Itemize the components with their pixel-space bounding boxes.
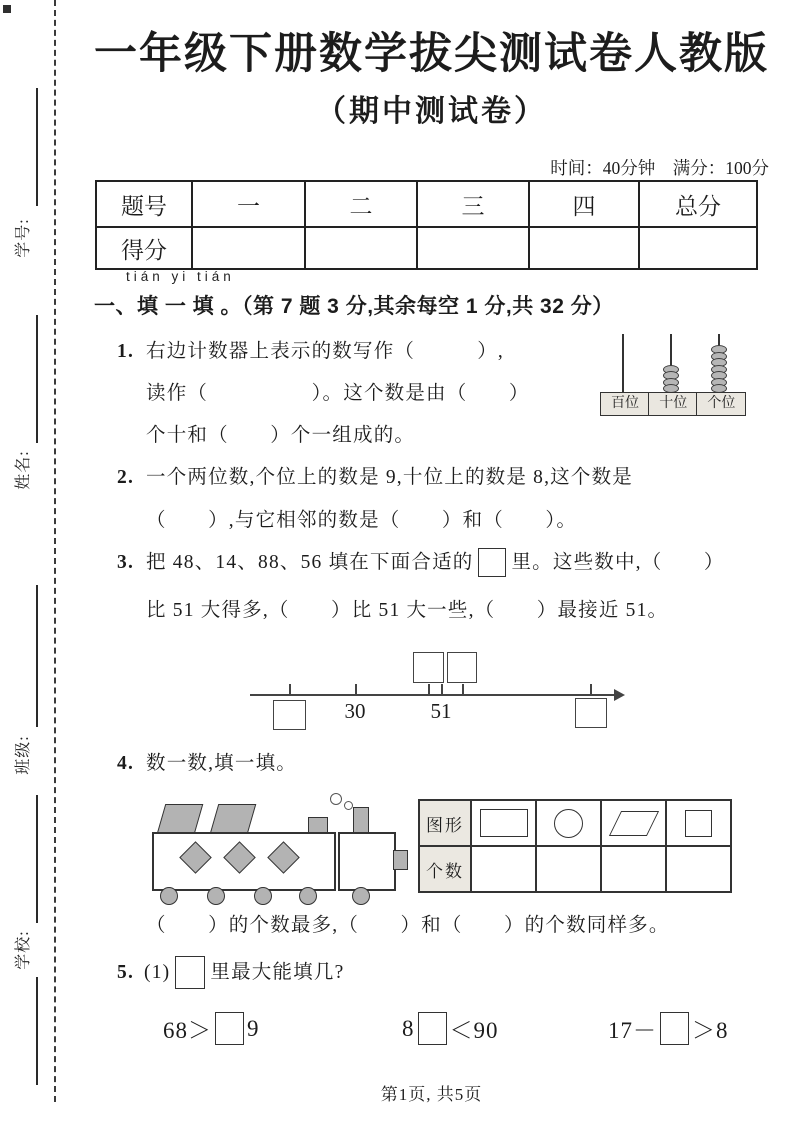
- answer-box-below-left: [273, 700, 306, 730]
- expression-3-post: ＞8: [692, 1018, 729, 1043]
- score-table: [95, 180, 758, 270]
- shape-cell-rectangle: [471, 800, 536, 846]
- expression-1: [163, 1012, 260, 1045]
- tick-mark: [462, 684, 464, 695]
- expression-3-pre: 17－: [608, 1018, 657, 1043]
- extra-writing-line: [36, 977, 38, 1085]
- abacus-beads-ones: [711, 348, 727, 394]
- rectangle-shape-icon: [480, 809, 528, 837]
- answer-box-below-right: [575, 698, 607, 728]
- q4-prompt: 数一数,填一填。: [146, 753, 297, 774]
- train-wheel-1: [160, 887, 178, 905]
- expression-2-post: ＜90: [449, 1018, 499, 1043]
- name-writing-line: [36, 315, 38, 443]
- shape-cell-parallelogram: [601, 800, 666, 846]
- q5-number: 5.: [117, 962, 135, 983]
- tick-mark: [590, 684, 592, 695]
- tick-mark-51: [441, 684, 443, 695]
- answer-box-above-2: [447, 652, 477, 683]
- place-label-ones: 个位: [696, 392, 746, 416]
- abacus-counter: [600, 334, 746, 418]
- school-writing-line: [36, 795, 38, 923]
- number-line-label-51: 51: [430, 699, 452, 723]
- abacus-rod-hundreds: [622, 334, 624, 392]
- score-header-one: 一: [192, 181, 305, 227]
- q2-number: 2.: [117, 467, 135, 488]
- expression-2-answer-box: [418, 1012, 447, 1045]
- place-label-tens: 十位: [648, 392, 698, 416]
- q4-number: 4.: [117, 753, 135, 774]
- train-wheel-5: [352, 887, 370, 905]
- page-footer: 第1页, 共5页: [380, 1085, 483, 1104]
- number-line-label-30: 30: [344, 699, 366, 723]
- q1-number: 1.: [117, 341, 135, 362]
- q1-line2: 读作（ ）。这个数是由（ ）: [146, 383, 530, 404]
- score-cell-empty: [417, 227, 529, 269]
- count-cell-empty: [471, 846, 536, 892]
- expression-2-pre: 8: [402, 1015, 415, 1041]
- abacus-beads-tens: [663, 367, 679, 393]
- q5-inline-answer-box: [175, 956, 205, 989]
- abacus-place-labels: [600, 392, 746, 416]
- expression-1-post: 9: [247, 1015, 260, 1041]
- margin-dashed-divider: [54, 0, 56, 1102]
- q3-number: 3.: [117, 552, 135, 573]
- shape-count-table: [418, 799, 732, 893]
- q3-line2: 比 51 大得多,（ ）比 51 大一些,（ ）最接近 51。: [146, 600, 669, 621]
- name-label: 姓名:: [15, 450, 32, 490]
- score-header-total: 总分: [639, 181, 757, 227]
- place-label-hundreds: 百位: [600, 392, 650, 416]
- q3-inline-answer-box: [478, 548, 506, 577]
- q1-line1: 右边计数器上表示的数写作（ ）,: [146, 341, 504, 362]
- tick-mark-30: [355, 684, 357, 695]
- score-cell-empty: [305, 227, 417, 269]
- score-cell-empty: [639, 227, 757, 269]
- train-wheel-4: [299, 887, 317, 905]
- count-cell-empty: [666, 846, 731, 892]
- parallelogram-shape-icon: [608, 811, 658, 836]
- q2-line2: （ ）,与它相邻的数是（ ）和（ ）。: [146, 510, 578, 531]
- paper-title: 一年级下册数学拔尖测试卷人教版: [94, 31, 769, 78]
- student-id-label: 学号:: [15, 218, 32, 258]
- train-wheel-2: [207, 887, 225, 905]
- shape-row-label: 图形: [419, 800, 471, 846]
- score-header-three: 三: [417, 181, 529, 227]
- number-line-axis: [250, 694, 616, 696]
- section-one-heading: 一、填 一 填 。（第 7 题 3 分,其余每空 1 分,共 32 分）: [94, 295, 614, 318]
- q2-line1: 一个两位数,个位上的数是 9,十位上的数是 8,这个数是: [146, 467, 633, 488]
- q5-prompt: 里最大能填几?: [210, 962, 345, 983]
- answer-box-above-1: [413, 652, 444, 683]
- score-header-two: 二: [305, 181, 417, 227]
- paper-subtitle: （期中测试卷）: [316, 95, 547, 128]
- student-id-writing-line: [36, 88, 38, 206]
- expression-3: [608, 1012, 729, 1045]
- count-cell-empty: [601, 846, 666, 892]
- score-row-label: 得分: [96, 227, 192, 269]
- class-label: 班级:: [15, 735, 32, 775]
- class-writing-line: [36, 585, 38, 727]
- school-label: 学校:: [15, 930, 32, 970]
- score-cell-empty: [529, 227, 639, 269]
- score-header-timu: 题号: [96, 181, 192, 227]
- q5-sub-number: (1): [144, 962, 171, 983]
- expression-3-answer-box: [660, 1012, 689, 1045]
- train-wheel-3: [254, 887, 272, 905]
- score-cell-empty: [192, 227, 305, 269]
- score-header-four: 四: [529, 181, 639, 227]
- pinyin-annotation: tián yi tián: [126, 269, 235, 284]
- q1-line3: 个十和（ ）个一组成的。: [146, 425, 416, 446]
- train-parallelogram-1: [157, 804, 204, 834]
- q3-line1: [117, 548, 725, 577]
- number-line-diagram: [250, 646, 635, 734]
- expression-2: [402, 1012, 499, 1045]
- time-and-score-info: 时间：40分钟 满分：100分: [550, 158, 769, 178]
- tick-mark: [428, 684, 430, 695]
- shape-cell-square: [666, 800, 731, 846]
- q4-answer-line: （ ）的个数最多,（ ）和（ ）的个数同样多。: [146, 915, 670, 936]
- tick-mark: [289, 684, 291, 695]
- expression-1-pre: 68＞: [163, 1018, 212, 1043]
- shape-train-illustration: [150, 790, 412, 905]
- train-parallelogram-2: [210, 804, 257, 834]
- smoke-circle-large: [330, 793, 342, 805]
- train-car-rectangle: [338, 832, 396, 891]
- count-cell-empty: [536, 846, 601, 892]
- count-row-label: 个数: [419, 846, 471, 892]
- q3-line1-pre: 把 48、14、88、56 填在下面合适的: [146, 552, 474, 573]
- q5-line: [117, 956, 344, 989]
- smoke-circle-small: [344, 801, 353, 810]
- q3-line1-post: 里。这些数中,（ ）: [511, 552, 725, 573]
- circle-shape-icon: [554, 809, 583, 838]
- number-line-arrowhead: [614, 689, 625, 701]
- square-shape-icon: [685, 810, 712, 837]
- train-chimney-rectangle: [353, 807, 369, 834]
- expression-1-answer-box: [215, 1012, 244, 1045]
- train-buffer-square: [393, 850, 408, 870]
- shape-cell-circle: [536, 800, 601, 846]
- scan-corner-mark: [3, 5, 11, 13]
